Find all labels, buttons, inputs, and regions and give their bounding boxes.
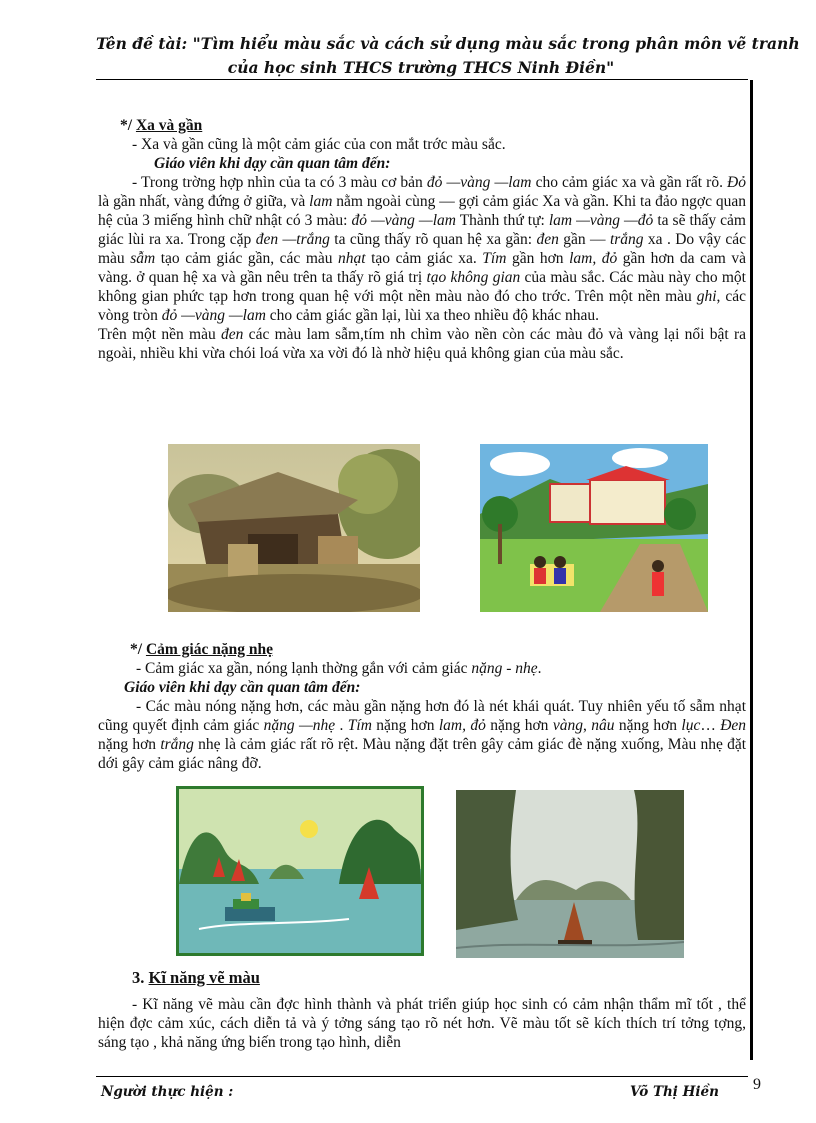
teacher-note-weight: Giáo viên khi dạy cần quan tâm đến: xyxy=(124,679,361,696)
footer-author-name: Võ Thị Hiền xyxy=(630,1084,719,1100)
text-run: nâu xyxy=(591,717,615,734)
section-distance xyxy=(98,116,746,363)
section-heading-weight: */ Cảm giác nặng nhẹ xyxy=(130,641,273,658)
section-heading-skill: 3. Kĩ năng vẽ màu xyxy=(132,968,260,987)
text-run: nhẹ là cảm giác rất rõ rệt. Màu nặng đặt trên gây cảm giác đè nặng xuống, Màu nhẹ đặt dới gây cảm giác nâng đỡ. xyxy=(98,736,746,772)
painting-ha-long-bay-boats xyxy=(176,786,424,956)
paragraph-weight xyxy=(98,697,746,773)
text-run: Tím xyxy=(482,250,507,267)
text-run: lam, đỏ xyxy=(569,250,618,267)
text-run: đỏ —vàng —lam xyxy=(351,212,456,229)
text-run: sẫm xyxy=(130,250,156,267)
page-number: 9 xyxy=(753,1076,761,1093)
text-run: - Các màu nóng nặng hơn, các màu gần nặng hơn đó là nét khái quát. Tuy nhiên yếu tố sẫm nhạt cũng quyết định cảm giác xyxy=(98,698,746,734)
text-run: gần hơn xyxy=(506,250,570,267)
text-run: Trên một nền màu xyxy=(98,326,222,343)
paragraph-distance-2 xyxy=(98,325,746,363)
text-run: tạo cảm giác xa. xyxy=(365,250,483,267)
text-run: nặng hơn xyxy=(485,717,553,734)
text-run: đỏ —vàng —lam xyxy=(426,174,532,191)
document-title-line-1: Tên đề tài: "Tìm hiểu màu sắc và cách sử dụng màu sắc trong phân môn vẽ tranh xyxy=(96,34,800,53)
section-title-distance: Xa và gần xyxy=(135,117,203,134)
painting-ha-long-bay-cliffs xyxy=(456,790,684,958)
text-run: cho cảm giác xa và gần rất rõ. xyxy=(531,174,728,191)
text-run: gần hơn da cam và vàng. ở quan hệ xa và gần nêu trên ta thấy rõ giá trị xyxy=(98,250,747,286)
paragraph-skill: - Kĩ năng vẽ màu cần đợc hình thành và phát triển giúp học sinh có cảm nhận thẩm mĩ tốt , thể hiện đợc cảm xúc, cách diễn tả và ý tởng sáng tạo rõ nét hơn. Vẽ màu tốt sẽ kích thích trí tởng tợng, sáng tạo , khả năng ứng biến trong tạo hình, diễn xyxy=(98,996,746,1051)
text-run: đen xyxy=(536,231,559,248)
text-run: xa . Do vậy các màu xyxy=(98,231,746,267)
teacher-note-distance: Giáo viên khi dạy cần quan tâm đến: xyxy=(154,155,391,172)
text-run: lam —vàng —đỏ xyxy=(548,212,654,229)
text-run: lam xyxy=(309,193,333,210)
paragraph-distance xyxy=(98,173,746,325)
text-run: các màu lam sẫm,tím nh chìm vào nền còn các màu đỏ và vàng lại nổi bật ra ngoài, nhiều khi vừa chói loá vừa xa vời đó là nhờ hiệu quả không gian của màu sắc. xyxy=(98,326,746,362)
section-heading-distance: */ Xa và gần xyxy=(120,117,203,134)
text-run: ghi xyxy=(696,288,717,305)
text-run: đen —trắng xyxy=(255,231,330,248)
section-skill xyxy=(98,968,746,1052)
text-run: nằm ngoài cùng — gợi cảm giác Xa và gần. Khi ta đảo ngợc quan hệ của 3 miếng hình chữ nhật có 3 màu: xyxy=(98,193,746,229)
text-run: - Cảm giác xa gần, nóng lạnh thờng gắn với cảm giác xyxy=(136,660,472,677)
text-run: nặng —nhẹ xyxy=(263,717,336,734)
text-run: cho cảm giác gần lại, lùi xa theo nhiều độ khác nhau. xyxy=(265,307,600,324)
text-run: trắng xyxy=(160,736,194,753)
text-run: nặng hơn xyxy=(98,736,161,753)
text-run: nhạt xyxy=(338,250,366,267)
text-run: của màu sắc. Các màu này cho một không gian phức tạp hơn trong quan hệ với một nền màu nào đó cho trớc. Trên một nền màu xyxy=(98,269,746,305)
painting-village-house xyxy=(168,444,420,612)
text-run: là gần nhất, vàng đứng ở giữa, và xyxy=(98,193,310,210)
text-run: , xyxy=(582,717,592,734)
section-title-weight: Cảm giác nặng nhẹ xyxy=(145,641,273,658)
text-run: tạo cảm giác gần, các màu xyxy=(155,250,339,267)
text-run: lục xyxy=(681,717,701,734)
header-rule xyxy=(96,79,748,80)
footer-author-label: Người thực hiện : xyxy=(101,1084,234,1100)
text-run: trắng xyxy=(609,231,644,248)
text-run: ta sẽ thấy cảm giác lùi ra xa. Trong cặp xyxy=(98,212,746,248)
text-run: nặng - nhẹ xyxy=(471,660,538,677)
text-run: vàng xyxy=(552,717,583,734)
text-run: gần — xyxy=(558,231,610,248)
text-run: - Trong trờng hợp nhìn của ta có 3 màu cơ bản xyxy=(132,174,427,191)
section-intro-distance: - Xa và gần cũng là một cảm giác của con mắt trớc màu sắc. xyxy=(132,136,506,153)
text-run: . xyxy=(537,660,542,677)
text-run: tạo không gian xyxy=(426,269,521,286)
text-run: Tím xyxy=(347,717,372,734)
section-intro-weight xyxy=(98,659,746,678)
section-weight xyxy=(98,640,746,773)
text-run: lam, đỏ xyxy=(438,717,486,734)
text-run: nặng hơn xyxy=(614,717,682,734)
text-run: Thành thứ tự: xyxy=(455,212,549,229)
painting-school-children xyxy=(480,444,708,612)
text-run: , các vòng tròn xyxy=(98,288,746,324)
text-run: nặng hơn xyxy=(371,717,439,734)
text-run: đen xyxy=(221,326,244,343)
footer-rule xyxy=(96,1076,748,1077)
section-title-skill: Kĩ năng vẽ màu xyxy=(148,968,260,987)
text-run: … xyxy=(700,717,721,734)
text-run: . xyxy=(335,717,348,734)
text-run: đỏ —vàng —lam xyxy=(161,307,266,324)
text-run: ta cũng thấy rõ quan hệ xa gần: xyxy=(329,231,537,248)
text-run: Đỏ xyxy=(727,174,746,191)
right-margin-bar xyxy=(750,80,753,1060)
text-run: Đen xyxy=(720,717,747,734)
document-title-line-2: của học sinh THCS trường THCS Ninh Điền" xyxy=(227,58,615,77)
